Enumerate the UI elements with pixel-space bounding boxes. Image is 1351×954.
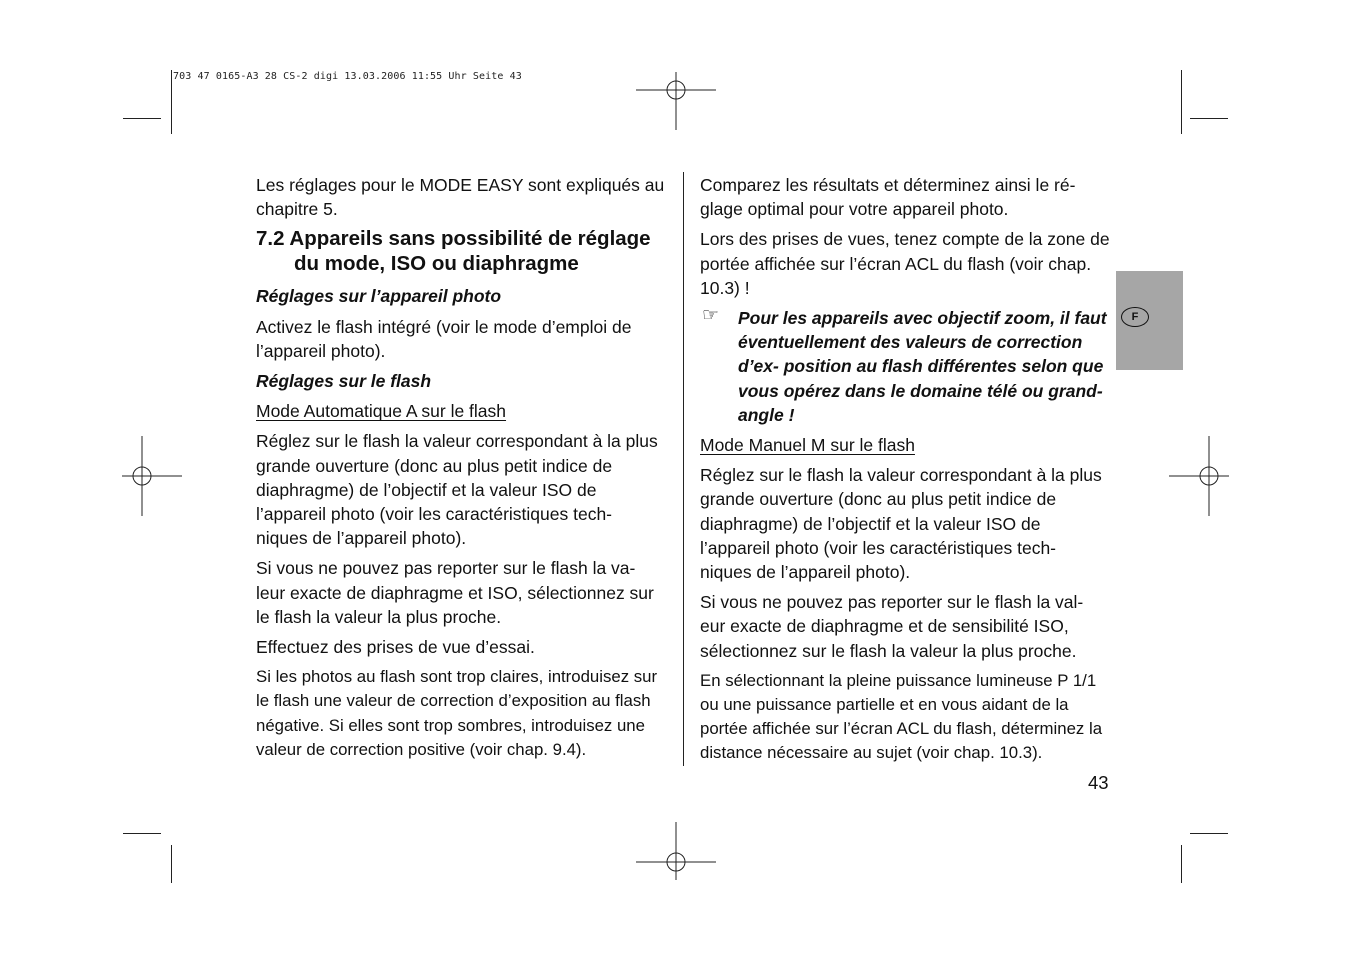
registration-mark-right — [1169, 436, 1249, 516]
print-slug: 703 47 0165-A3 28 CS-2 digi 13.03.2006 11:55 Uhr Seite 43 — [173, 71, 522, 82]
paragraph-closest-value: Si vous ne pouvez pas reporter sur le flash la va- leur exacte de diaphragme et ISO, sélectionnez sur le flash la valeur la plus proche. — [256, 558, 654, 627]
registration-mark-left — [102, 436, 182, 516]
paragraph-manual-aperture: Réglez sur le flash la valeur correspondant à la plus grande ouverture (donc au plus petit indice de diaphragme) de l’objectif et la valeur ISO de l’appareil photo (voir les caractéristiques tech- niques de l’appareil photo). — [700, 465, 1102, 583]
zoom-note-text: Pour les appareils avec objectif zoom, il faut éventuellement des valeurs de correction d’ex- position au flash différentes selon que vous opérez dans le domaine télé ou grand-angle ! — [738, 308, 1107, 425]
paragraph-manual-closest-value: Si vous ne pouvez pas reporter sur le flash la val- eur exacte de diaphragme et de sensibilité ISO, sélectionnez sur le flash la valeur la plus proche. — [700, 592, 1084, 661]
intro-paragraph: Les réglages pour le MODE EASY sont expliqués au chapitre 5. — [256, 175, 665, 220]
right-column — [700, 173, 1110, 772]
subheading-auto-mode: Mode Automatique A sur le flash — [256, 401, 507, 422]
paragraph-range-display: Lors des prises de vues, tenez compte de la zone de portée affichée sur l’écran ACL du flash (voir chap. 10.3) ! — [700, 229, 1110, 298]
paragraph-set-aperture: Réglez sur le flash la valeur correspondant à la plus grande ouverture (donc au plus petit indice de diaphragme) de l’objectif et la valeur ISO de l’appareil photo (voir les caractéristiques tech- niques de l’appareil photo). — [256, 431, 658, 549]
registration-mark-top — [636, 50, 716, 130]
pointing-hand-icon: ☞ — [702, 305, 720, 327]
language-tab-label: F — [1121, 307, 1149, 327]
subheading-flash-settings: Réglages sur le flash — [256, 371, 432, 392]
paragraph-compare-results: Comparez les résultats et déterminez ainsi le ré- glage optimal pour votre appareil photo. — [700, 175, 1076, 220]
paragraph-power-distance: En sélectionnant la pleine puissance lumineuse P 1/1 ou une puissance partielle et en vous aidant de la portée affichée sur l’écran ACL du flash, déterminez la distance nécessaire au sujet (voir chap. 10.3). — [700, 670, 1103, 763]
subheading-manual-mode: Mode Manuel M sur le flash — [700, 435, 915, 456]
registration-mark-bottom — [636, 822, 716, 902]
left-column — [256, 173, 666, 768]
page-number: 43 — [1088, 772, 1109, 793]
column-divider — [683, 172, 684, 766]
section-heading: 7.2 Appareils sans possibilité de réglage du mode, ISO ou diaphragme — [256, 227, 651, 275]
paragraph-test-shots: Effectuez des prises de vue d’essai. — [256, 637, 535, 658]
paragraph-activate-flash: Activez le flash intégré (voir le mode d’emploi de l’appareil photo). — [256, 316, 632, 361]
language-tab — [1116, 271, 1183, 370]
paragraph-exposure-correction: Si les photos au flash sont trop claires, introduisez sur le flash une valeur de correction d’exposition au flash négative. Si elles sont trop sombres, introduisez une valeur de correction positive (voir chap. 9.4). — [256, 667, 658, 759]
subheading-camera-settings: Réglages sur l’appareil photo — [256, 286, 502, 307]
zoom-note — [700, 306, 1110, 427]
